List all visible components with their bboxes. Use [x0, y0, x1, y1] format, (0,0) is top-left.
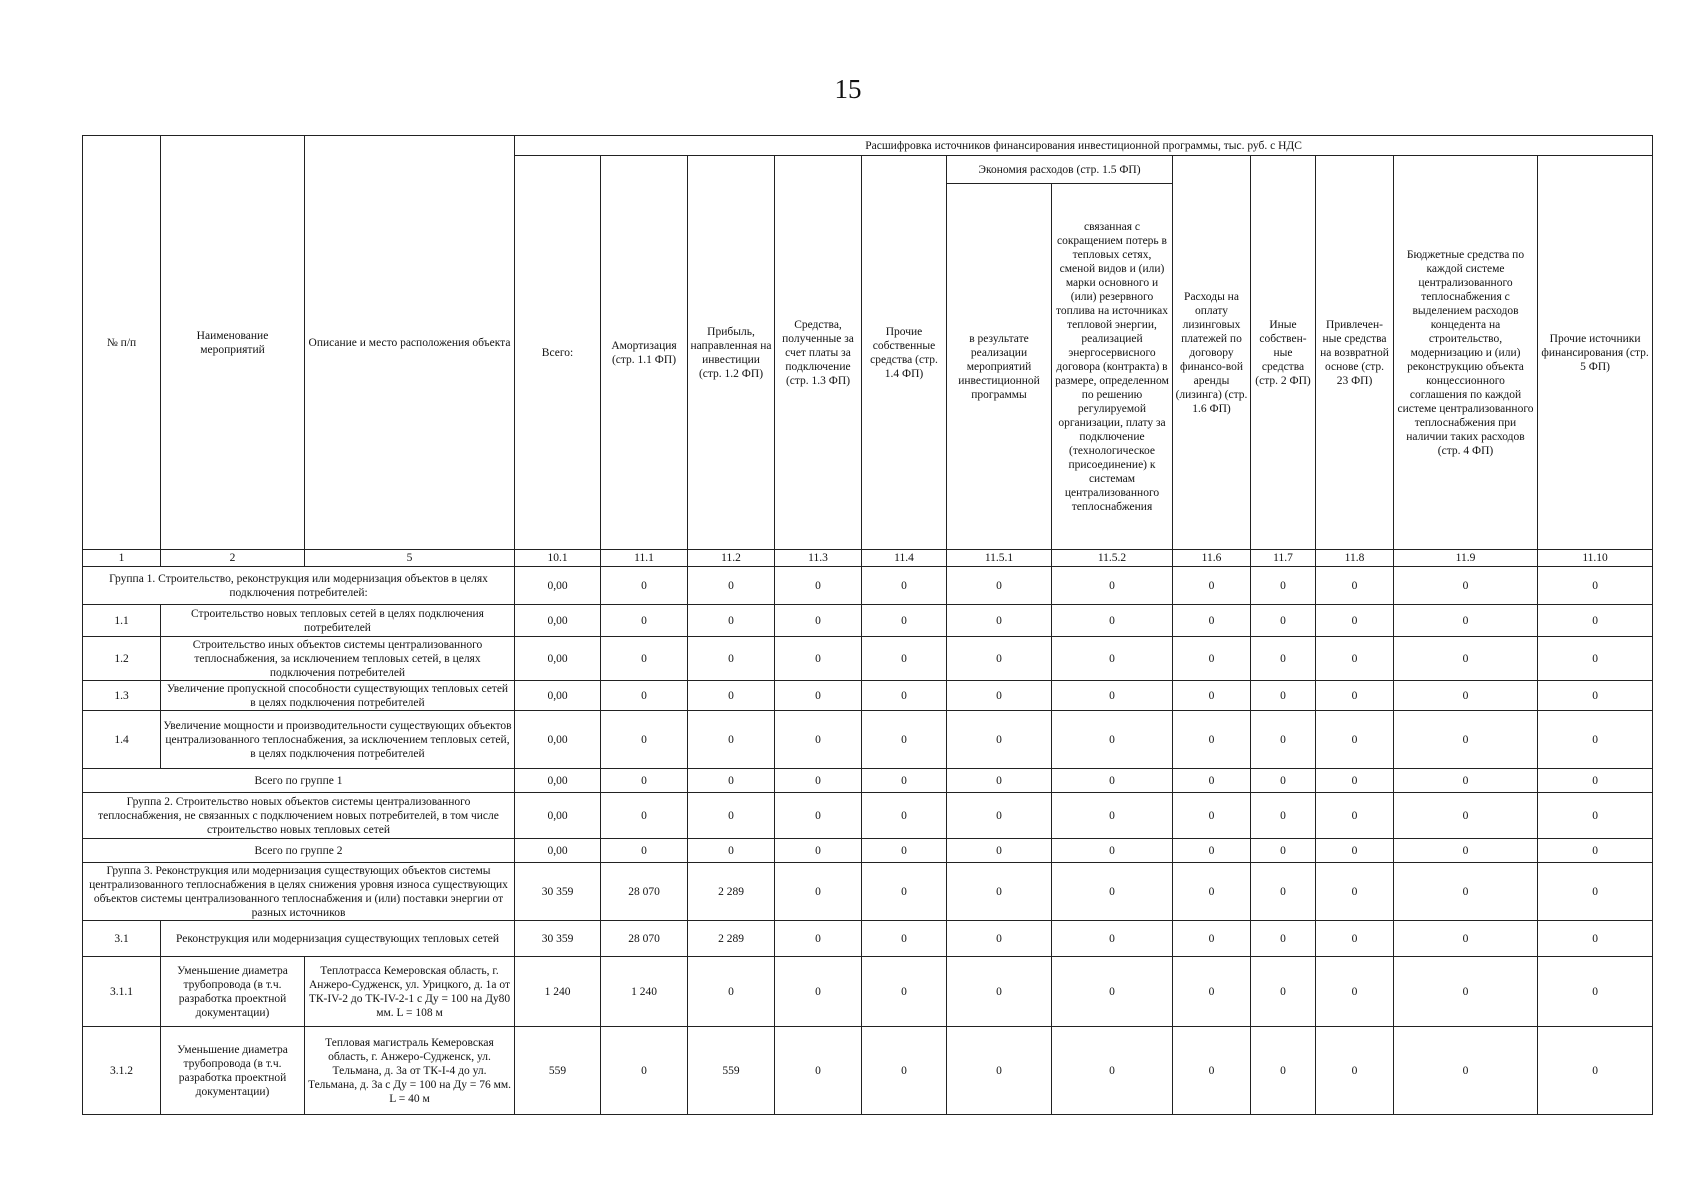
- row-number: 1.1: [83, 605, 161, 637]
- header-budget: Бюджетные средства по каждой системе централизованного теплоснабжения с выделением расходов концедента на строительство, модернизацию и (или) реконструкцию объекта концессионного соглашения по каждой системе централизованного теплоснабжения при наличии таких расходов (стр. 4 ФП): [1394, 156, 1538, 550]
- value-cell: 0: [1251, 839, 1316, 863]
- row-number: 1.4: [83, 711, 161, 769]
- value-cell: 0: [1316, 605, 1394, 637]
- value-cell: 0: [947, 769, 1052, 793]
- value-cell: 0: [1052, 921, 1173, 957]
- financing-table: [82, 135, 1653, 1115]
- column-number: 11.8: [1316, 550, 1394, 567]
- value-cell: 0: [601, 567, 688, 605]
- value-cell: 28 070: [601, 863, 688, 921]
- row-label: Всего по группе 1: [83, 769, 515, 793]
- value-cell: 0: [1173, 863, 1251, 921]
- value-cell: 0: [775, 681, 862, 711]
- value-cell: 0: [947, 839, 1052, 863]
- header-col-desc: Описание и место расположения объекта: [305, 136, 515, 550]
- value-cell: 0: [688, 839, 775, 863]
- row-description: Теплотрасса Кемеровская область, г. Анжеро-Судженск, ул. Урицкого, д. 1а от ТК-IV-2 до ТК-IV-2-1 с Ду = 100 на Ду80 мм. L = 108 м: [305, 957, 515, 1027]
- table-row: [83, 957, 1653, 1027]
- column-number: 11.1: [601, 550, 688, 567]
- row-label: Строительство иных объектов системы централизованного теплоснабжения, за исключением тепловых сетей, в целях подключения потребителей: [161, 637, 515, 681]
- table-row: [83, 793, 1653, 839]
- value-cell: 559: [688, 1027, 775, 1115]
- value-cell: 0: [1394, 567, 1538, 605]
- value-cell: 0: [1173, 921, 1251, 957]
- value-cell: 0: [1052, 957, 1173, 1027]
- value-cell: 0: [775, 605, 862, 637]
- value-cell: 0: [862, 769, 947, 793]
- value-cell: 1 240: [601, 957, 688, 1027]
- value-cell: 0: [601, 605, 688, 637]
- value-cell: 0: [1394, 921, 1538, 957]
- column-number: 11.2: [688, 550, 775, 567]
- value-cell: 0: [1316, 1027, 1394, 1115]
- value-cell: 0: [1251, 681, 1316, 711]
- column-number: 5: [305, 550, 515, 567]
- header-total: Всего:: [515, 156, 601, 550]
- value-cell: 0: [1052, 769, 1173, 793]
- header-other-sources: Прочие источники финансирования (стр. 5 ФП): [1538, 156, 1653, 550]
- value-cell: 0: [775, 863, 862, 921]
- value-cell: 0: [1394, 769, 1538, 793]
- row-label: Группа 3. Реконструкция или модернизация существующих объектов системы централизованного теплоснабжения в целях снижения уровня износа существующих объектов системы централизованного теплоснабжения и (или) поставки энергии от разных источников: [83, 863, 515, 921]
- value-cell: 0: [862, 793, 947, 839]
- value-cell: 0: [1173, 681, 1251, 711]
- value-cell: 0: [1316, 711, 1394, 769]
- value-cell: 0: [688, 957, 775, 1027]
- column-number: 11.9: [1394, 550, 1538, 567]
- value-cell: 0: [862, 681, 947, 711]
- value-cell: 0: [1251, 605, 1316, 637]
- value-cell: 2 289: [688, 863, 775, 921]
- value-cell: 0: [688, 711, 775, 769]
- row-label: Группа 1. Строительство, реконструкция или модернизация объектов в целях подключения потребителей:: [83, 567, 515, 605]
- column-number: 1: [83, 550, 161, 567]
- value-cell: 0: [1538, 863, 1653, 921]
- value-cell: 0,00: [515, 637, 601, 681]
- value-cell: 0: [1538, 957, 1653, 1027]
- column-number: 11.3: [775, 550, 862, 567]
- value-cell: 0: [688, 567, 775, 605]
- value-cell: 0: [947, 681, 1052, 711]
- value-cell: 0: [1316, 769, 1394, 793]
- value-cell: 0,00: [515, 681, 601, 711]
- value-cell: 0: [1173, 769, 1251, 793]
- row-label: Группа 2. Строительство новых объектов системы централизованного теплоснабжения, не связанных с подключением новых потребителей, в том числе строительство новых тепловых сетей: [83, 793, 515, 839]
- value-cell: 0: [1538, 681, 1653, 711]
- row-label: Строительство новых тепловых сетей в целях подключения потребителей: [161, 605, 515, 637]
- value-cell: 0: [1394, 839, 1538, 863]
- value-cell: 0: [862, 711, 947, 769]
- table-body: [83, 567, 1653, 1115]
- value-cell: 0: [1394, 681, 1538, 711]
- value-cell: 0: [1173, 605, 1251, 637]
- page-number: 15: [834, 74, 862, 104]
- value-cell: 0: [775, 567, 862, 605]
- table-row: [83, 863, 1653, 921]
- column-number: 10.1: [515, 550, 601, 567]
- value-cell: 0: [1052, 681, 1173, 711]
- column-number: 11.10: [1538, 550, 1653, 567]
- table-row: [83, 839, 1653, 863]
- value-cell: 0: [947, 793, 1052, 839]
- value-cell: 0: [862, 921, 947, 957]
- value-cell: 0: [775, 637, 862, 681]
- value-cell: 0: [1538, 567, 1653, 605]
- value-cell: 0: [601, 1027, 688, 1115]
- value-cell: 0: [1052, 637, 1173, 681]
- header-amortization: Амортизация (стр. 1.1 ФП): [601, 156, 688, 550]
- header-financing-group: Расшифровка источников финансирования инвестиционной программы, тыс. руб. с НДС: [515, 136, 1653, 156]
- value-cell: 0: [1316, 863, 1394, 921]
- value-cell: 0: [862, 957, 947, 1027]
- column-number: 2: [161, 550, 305, 567]
- header-economy: Экономия расходов (стр. 1.5 ФП): [947, 156, 1173, 184]
- value-cell: 0: [862, 567, 947, 605]
- value-cell: 0: [601, 769, 688, 793]
- value-cell: 0: [1052, 605, 1173, 637]
- table-row: [83, 769, 1653, 793]
- value-cell: 0: [601, 681, 688, 711]
- value-cell: 0: [1052, 793, 1173, 839]
- value-cell: 0: [1394, 1027, 1538, 1115]
- column-number: 11.6: [1173, 550, 1251, 567]
- value-cell: 0: [947, 711, 1052, 769]
- table-row: [83, 637, 1653, 681]
- value-cell: 0: [1316, 567, 1394, 605]
- value-cell: 0: [947, 921, 1052, 957]
- value-cell: 0: [1052, 1027, 1173, 1115]
- value-cell: 0: [947, 957, 1052, 1027]
- value-cell: 0: [1316, 681, 1394, 711]
- value-cell: 0: [1538, 605, 1653, 637]
- row-number: 1.2: [83, 637, 161, 681]
- value-cell: 0: [947, 637, 1052, 681]
- value-cell: 0: [862, 637, 947, 681]
- value-cell: 0: [947, 1027, 1052, 1115]
- row-number: 3.1: [83, 921, 161, 957]
- row-label: Всего по группе 2: [83, 839, 515, 863]
- value-cell: 0: [1251, 921, 1316, 957]
- header-other-own-2: Иные собствен-ные средства (стр. 2 ФП): [1251, 156, 1316, 550]
- value-cell: 0: [862, 1027, 947, 1115]
- table-row: [83, 1027, 1653, 1115]
- value-cell: 0: [1251, 769, 1316, 793]
- table-row: [83, 567, 1653, 605]
- value-cell: 0: [1052, 567, 1173, 605]
- value-cell: 0,00: [515, 839, 601, 863]
- header-col-name: Наименование мероприятий: [161, 136, 305, 550]
- value-cell: 0: [1251, 863, 1316, 921]
- value-cell: 0: [947, 567, 1052, 605]
- value-cell: 0: [1394, 605, 1538, 637]
- column-number: 11.7: [1251, 550, 1316, 567]
- column-number: 11.5.2: [1052, 550, 1173, 567]
- value-cell: 0: [601, 793, 688, 839]
- value-cell: 0: [1394, 863, 1538, 921]
- value-cell: 0: [775, 769, 862, 793]
- value-cell: 0: [775, 711, 862, 769]
- value-cell: 0: [1173, 1027, 1251, 1115]
- row-number: 3.1.1: [83, 957, 161, 1027]
- value-cell: 0: [1251, 793, 1316, 839]
- row-number: 1.3: [83, 681, 161, 711]
- value-cell: 0: [1316, 793, 1394, 839]
- value-cell: 0: [1251, 957, 1316, 1027]
- value-cell: 0,00: [515, 605, 601, 637]
- value-cell: 0: [1251, 567, 1316, 605]
- table-row: [83, 605, 1653, 637]
- column-numbers-row: [83, 550, 1653, 567]
- value-cell: 1 240: [515, 957, 601, 1027]
- value-cell: 0: [862, 839, 947, 863]
- value-cell: 0: [1538, 839, 1653, 863]
- value-cell: 0: [947, 863, 1052, 921]
- value-cell: 0: [1052, 839, 1173, 863]
- value-cell: 0: [1173, 567, 1251, 605]
- row-name: Уменьшение диаметра трубопровода (в т.ч. разработка проектной документации): [161, 957, 305, 1027]
- value-cell: 0: [688, 637, 775, 681]
- value-cell: 0: [947, 605, 1052, 637]
- value-cell: 0: [1394, 637, 1538, 681]
- value-cell: 0: [1538, 711, 1653, 769]
- column-number: 11.4: [862, 550, 947, 567]
- value-cell: 0: [688, 769, 775, 793]
- value-cell: 0: [1052, 711, 1173, 769]
- header-leasing: Расходы на оплату лизинговых платежей по договору финансо-вой аренды (лизинга) (стр. 1.6 ФП): [1173, 156, 1251, 550]
- value-cell: 0: [862, 605, 947, 637]
- row-label: Реконструкция или модернизация существующих тепловых сетей: [161, 921, 515, 957]
- value-cell: 0: [775, 957, 862, 1027]
- table-row: [83, 681, 1653, 711]
- value-cell: 0: [601, 637, 688, 681]
- header-other-own: Прочие собственные средства (стр. 1.4 ФП): [862, 156, 947, 550]
- value-cell: 28 070: [601, 921, 688, 957]
- header-econ-losses: связанная с сокращением потерь в тепловых сетях, сменой видов и (или) марки основного и (или) резервного топлива на источниках тепловой энергии, реализацией энергосервисного договора (контракта) в размере, определенном по решению регулируемой организации, плату за подключение (технологическое присоединение) к системам централизованного теплоснабжения: [1052, 184, 1173, 550]
- table-header: [83, 136, 1653, 567]
- value-cell: 0: [1173, 793, 1251, 839]
- value-cell: 0: [1251, 711, 1316, 769]
- value-cell: 0: [601, 711, 688, 769]
- header-profit: Прибыль, направленная на инвестиции (стр. 1.2 ФП): [688, 156, 775, 550]
- row-label: Увеличение пропускной способности существующих тепловых сетей в целях подключения потребителей: [161, 681, 515, 711]
- value-cell: 0: [1251, 1027, 1316, 1115]
- value-cell: 0: [1538, 637, 1653, 681]
- value-cell: 0,00: [515, 793, 601, 839]
- value-cell: 0: [1538, 769, 1653, 793]
- value-cell: 0: [775, 921, 862, 957]
- value-cell: 0,00: [515, 567, 601, 605]
- table-row: [83, 711, 1653, 769]
- value-cell: 0: [1173, 839, 1251, 863]
- header-returnable: Привлечен-ные средства на возвратной основе (стр. 23 ФП): [1316, 156, 1394, 550]
- value-cell: 0: [1173, 637, 1251, 681]
- value-cell: 0: [775, 839, 862, 863]
- value-cell: 559: [515, 1027, 601, 1115]
- value-cell: 0: [862, 863, 947, 921]
- header-econ-result: в результате реализации мероприятий инвестиционной программы: [947, 184, 1052, 550]
- value-cell: 0: [775, 793, 862, 839]
- row-name: Уменьшение диаметра трубопровода (в т.ч. разработка проектной документации): [161, 1027, 305, 1115]
- value-cell: 0: [1316, 637, 1394, 681]
- value-cell: 0: [688, 793, 775, 839]
- value-cell: 0: [1316, 957, 1394, 1027]
- value-cell: 0: [688, 605, 775, 637]
- value-cell: 0: [1538, 793, 1653, 839]
- header-connection-fee: Средства, полученные за счет платы за подключение (стр. 1.3 ФП): [775, 156, 862, 550]
- value-cell: 0: [1251, 637, 1316, 681]
- value-cell: 0: [1538, 921, 1653, 957]
- row-label: Увеличение мощности и производительности существующих объектов централизованного теплоснабжения, за исключением тепловых сетей, в целях подключения потребителей: [161, 711, 515, 769]
- value-cell: 0: [1173, 957, 1251, 1027]
- value-cell: 0: [1394, 711, 1538, 769]
- column-number: 11.5.1: [947, 550, 1052, 567]
- value-cell: 0: [775, 1027, 862, 1115]
- value-cell: 30 359: [515, 921, 601, 957]
- value-cell: 0: [1316, 839, 1394, 863]
- row-description: Тепловая магистраль Кемеровская область, г. Анжеро-Судженск, ул. Тельмана, д. 3а от ТК-I-4 до ул. Тельмана, д. 3а с Ду = 100 на Ду = 76 мм. L = 40 м: [305, 1027, 515, 1115]
- value-cell: 0: [1173, 711, 1251, 769]
- value-cell: 0,00: [515, 711, 601, 769]
- value-cell: 0: [688, 681, 775, 711]
- table-row: [83, 921, 1653, 957]
- value-cell: 0: [1316, 921, 1394, 957]
- value-cell: 30 359: [515, 863, 601, 921]
- value-cell: 0: [1394, 957, 1538, 1027]
- value-cell: 0: [1538, 1027, 1653, 1115]
- header-col-no: № п/п: [83, 136, 161, 550]
- value-cell: 0: [1052, 863, 1173, 921]
- value-cell: 2 289: [688, 921, 775, 957]
- value-cell: 0,00: [515, 769, 601, 793]
- row-number: 3.1.2: [83, 1027, 161, 1115]
- value-cell: 0: [601, 839, 688, 863]
- value-cell: 0: [1394, 793, 1538, 839]
